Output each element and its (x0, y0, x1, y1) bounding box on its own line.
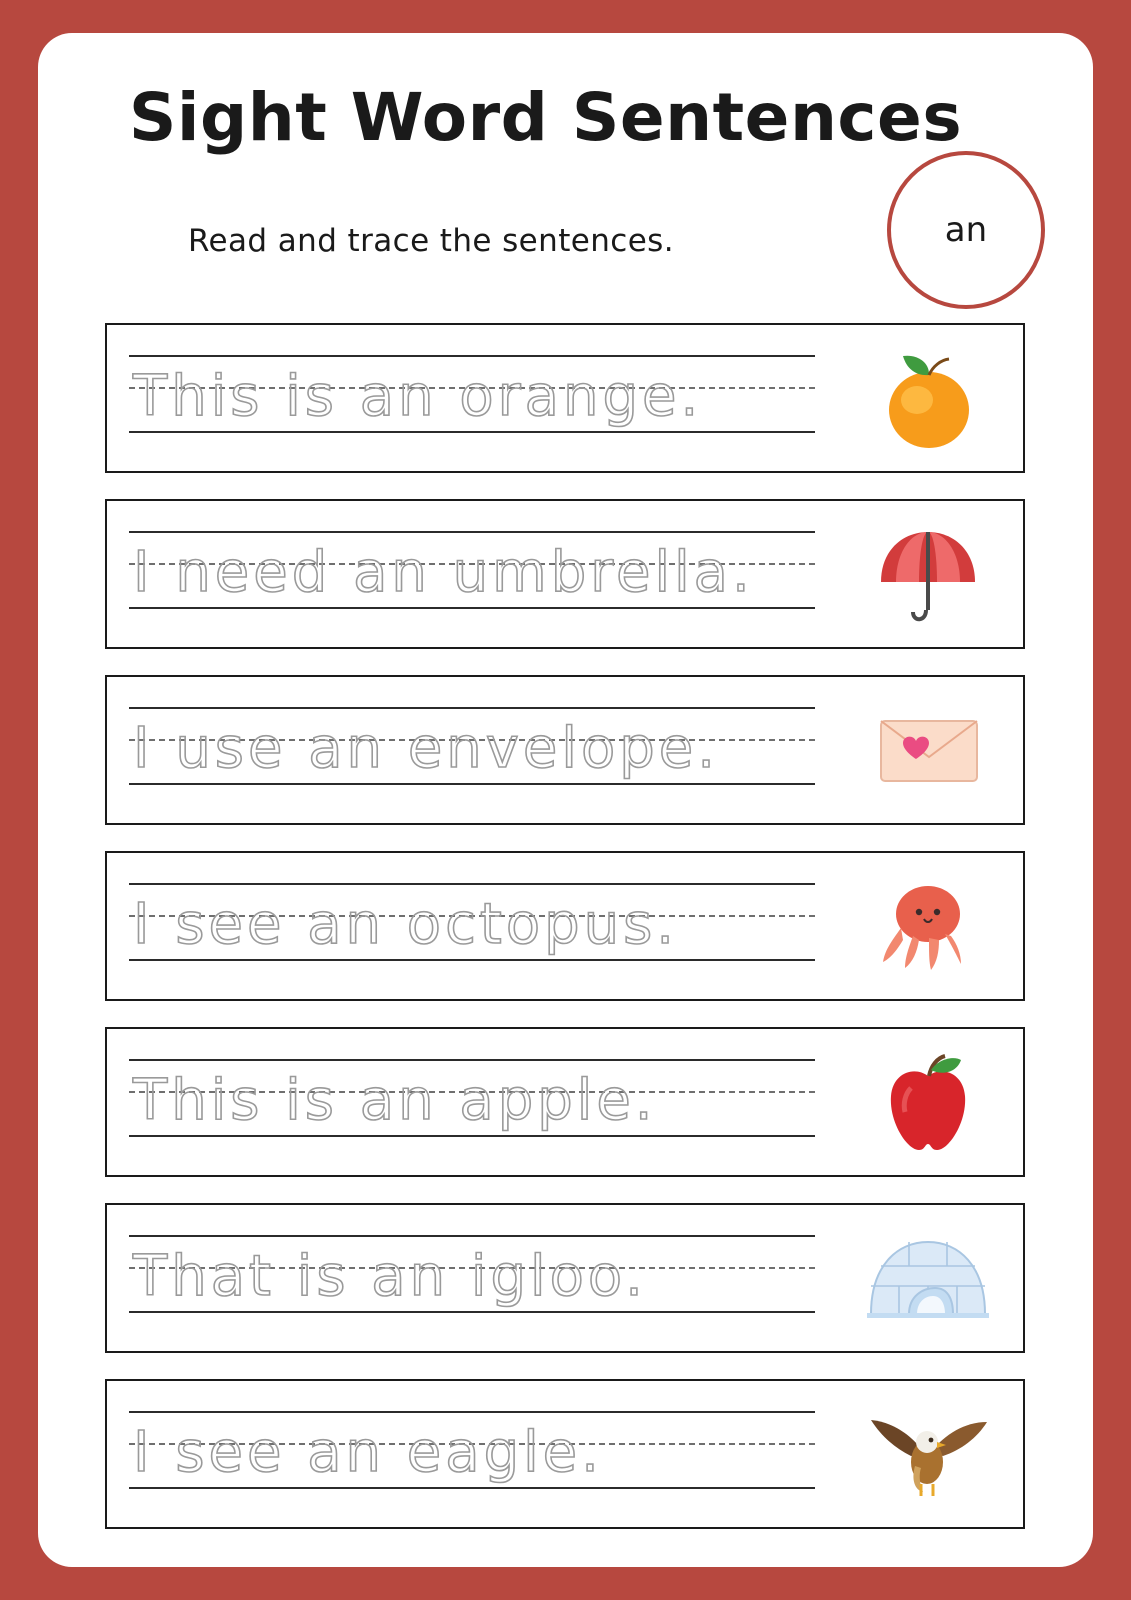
trace-line-area[interactable] (107, 853, 833, 999)
orange-icon (833, 325, 1023, 471)
eagle-icon (833, 1381, 1023, 1527)
guide-line-baseline (129, 1311, 815, 1313)
guide-line-top (129, 531, 815, 533)
worksheet-page (38, 33, 1093, 1567)
guide-line-baseline (129, 1135, 815, 1137)
trace-sentence: I use an envelope. (133, 716, 720, 781)
guide-line-top (129, 883, 815, 885)
trace-sentence: I see an octopus. (133, 892, 679, 957)
focus-word-badge (887, 151, 1045, 309)
guide-line-top (129, 355, 815, 357)
trace-line-area[interactable] (107, 501, 833, 647)
octopus-icon (833, 853, 1023, 999)
guide-line-baseline (129, 783, 815, 785)
trace-line-area[interactable] (107, 1205, 833, 1351)
trace-row[interactable] (105, 323, 1025, 473)
guide-line-top (129, 1059, 815, 1061)
envelope-icon (833, 677, 1023, 823)
guide-line-top (129, 1411, 815, 1413)
trace-row[interactable] (105, 499, 1025, 649)
umbrella-icon (833, 501, 1023, 647)
guide-line-top (129, 1235, 815, 1237)
apple-icon (833, 1029, 1023, 1175)
instructions-text: Read and trace the sentences. (188, 223, 674, 259)
trace-line-area[interactable] (107, 325, 833, 471)
guide-line-baseline (129, 959, 815, 961)
trace-sentence: This is an orange. (133, 364, 703, 429)
guide-line-baseline (129, 1487, 815, 1489)
trace-row[interactable] (105, 1379, 1025, 1529)
trace-sentence: That is an igloo. (133, 1244, 647, 1309)
trace-row[interactable] (105, 851, 1025, 1001)
guide-line-top (129, 707, 815, 709)
trace-row[interactable] (105, 1203, 1025, 1353)
page-title: Sight Word Sentences (128, 79, 963, 156)
trace-sentence: I see an eagle. (133, 1420, 603, 1485)
trace-line-area[interactable] (107, 1029, 833, 1175)
trace-line-area[interactable] (107, 677, 833, 823)
trace-line-area[interactable] (107, 1381, 833, 1527)
trace-row[interactable] (105, 675, 1025, 825)
trace-row[interactable] (105, 1027, 1025, 1177)
trace-rows (105, 323, 1025, 1555)
guide-line-baseline (129, 431, 815, 433)
trace-sentence: I need an umbrella. (133, 540, 754, 605)
trace-sentence: This is an apple. (133, 1068, 657, 1133)
igloo-icon (833, 1205, 1023, 1351)
guide-line-baseline (129, 607, 815, 609)
focus-word-label: an (944, 210, 988, 250)
